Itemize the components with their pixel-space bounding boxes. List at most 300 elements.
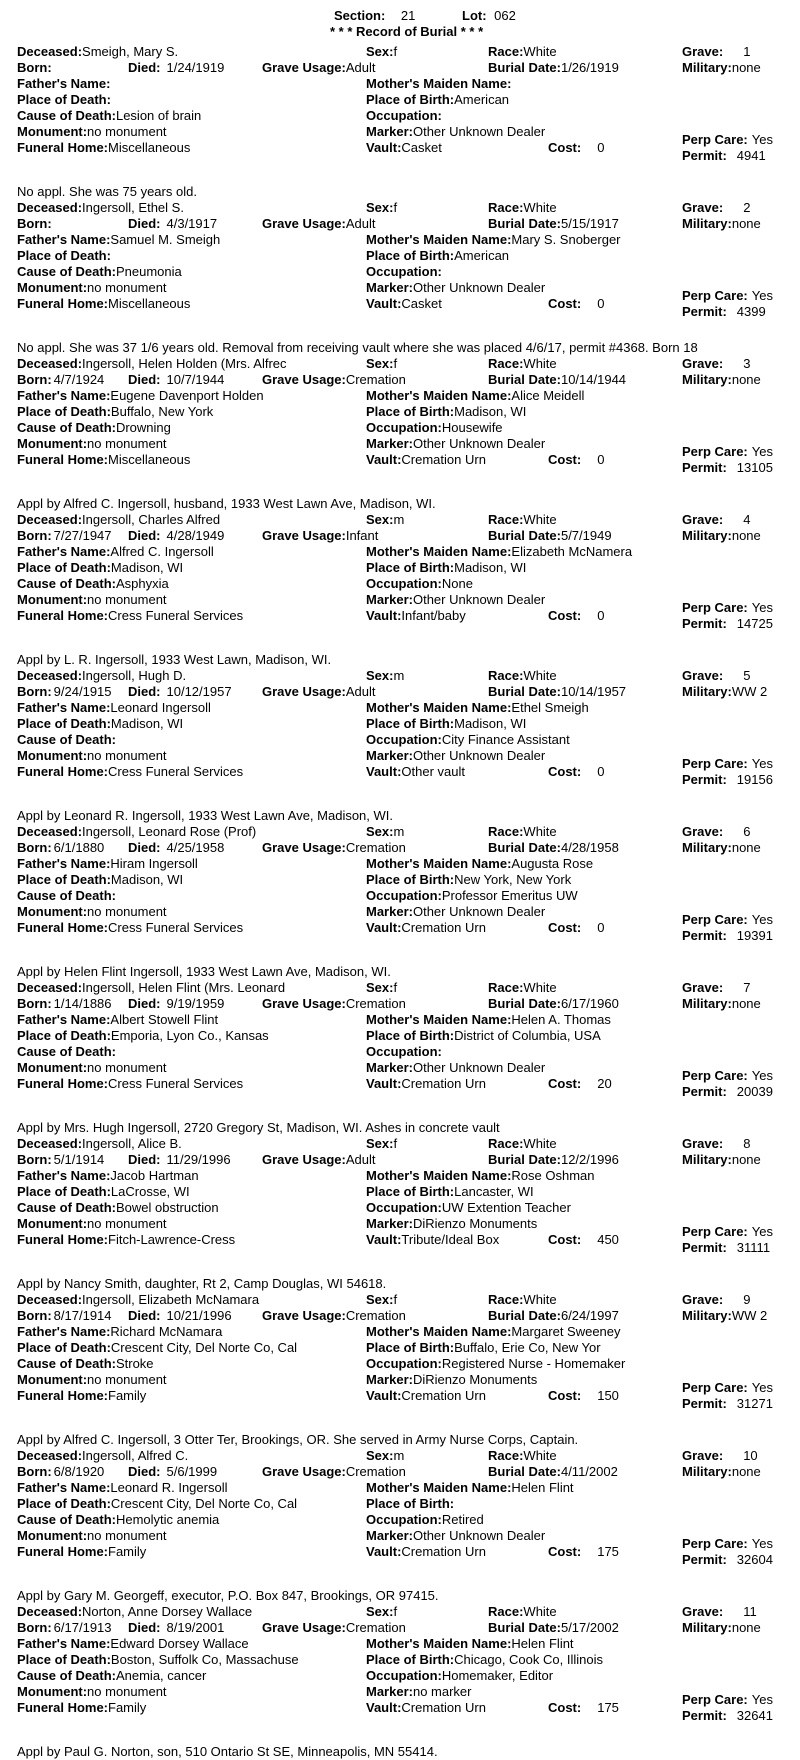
record-note: Appl by Leonard R. Ingersoll, 1933 West Lawn Ave, Madison, WI. [17,808,394,823]
label-race: Race: [488,1292,524,1307]
burial-record [0,1604,800,1758]
place-of-birth: District of Columbia, USA [454,1028,601,1043]
permit-number: 19156 [736,772,773,787]
military-value: none [731,840,761,855]
label-military: Military: [682,528,732,543]
died-field [128,60,258,76]
place-of-birth-field [366,872,681,888]
mother-maiden-name: Helen Flint [511,1636,574,1651]
label-father: Father's Name: [17,76,111,91]
cause-of-death: Pneumonia [115,264,182,279]
label-father: Father's Name: [17,1324,111,1339]
mother-maiden-field [366,1168,681,1184]
label-mother: Mother's Maiden Name: [366,856,512,871]
place-of-death: Crescent City, Del Norte Co, Cal [110,1340,298,1355]
military-field [682,1620,800,1636]
occupation-field [366,732,681,748]
record-note: Appl by Paul G. Norton, son, 510 Ontario St SE, Minneapolis, MN 55414. [17,1744,438,1759]
label-place-of-birth: Place of Birth: [366,404,455,419]
sex-value: f [393,1136,398,1151]
label-died: Died: [128,372,161,387]
father-field [17,76,362,92]
label-grave: Grave: [682,980,724,995]
born-field [17,1152,127,1168]
label-permit: Permit: [682,1240,727,1255]
label-permit: Permit: [682,1552,727,1567]
burial-record [0,44,800,198]
label-perp-care: Perp Care: [682,1536,748,1551]
father-field [17,232,362,248]
label-cause-of-death: Cause of Death: [17,732,116,747]
label-sex: Sex: [366,824,394,839]
label-military: Military: [682,1152,732,1167]
label-cause-of-death: Cause of Death: [17,888,116,903]
place-of-death-field [17,1340,362,1356]
label-died: Died: [128,996,161,1011]
label-military: Military: [682,1620,732,1635]
label-grave-usage: Grave Usage: [262,996,346,1011]
monument-value: no monument [87,1060,167,1075]
grave-usage-field [262,528,379,544]
label-monument: Monument: [17,1528,88,1543]
label-perp-care: Perp Care: [682,132,748,147]
label-cost: Cost: [548,1388,582,1403]
cause-of-death-field [17,732,362,748]
label-died: Died: [128,1464,161,1479]
label-burial-date: Burial Date: [488,528,561,543]
father-field [17,388,362,404]
label-vault: Vault: [366,1076,402,1091]
born-date: 4/7/1924 [53,372,105,387]
label-cause-of-death: Cause of Death: [17,108,116,123]
perp-care-value: Yes [751,288,773,303]
mother-maiden-field [366,700,681,716]
monument-value: no monument [87,436,167,451]
cost-field [548,920,678,936]
marker-field [366,904,681,920]
cost-field [548,608,678,624]
label-place-of-birth: Place of Birth: [366,1652,455,1667]
cost-value: 0 [597,452,605,467]
vault-value: Cremation Urn [401,920,486,935]
sex-value: m [393,512,405,527]
label-place-of-death: Place of Death: [17,248,111,263]
deceased-name: Norton, Anne Dorsey Wallace [82,1604,253,1619]
label-died: Died: [128,1308,161,1323]
label-cost: Cost: [548,140,582,155]
cost-field [548,296,678,312]
perp-care-field [682,1224,800,1240]
funeral-home: Family [108,1544,147,1559]
marker-field [366,124,681,140]
place-of-birth-field [366,1652,681,1668]
grave-number: 5 [743,668,751,683]
label-monument: Monument: [17,436,88,451]
military-field [682,528,800,544]
perp-care-field [682,1692,800,1708]
military-value: none [731,216,761,231]
label-cause-of-death: Cause of Death: [17,1356,116,1371]
vault-field [366,1388,546,1404]
label-father: Father's Name: [17,1480,111,1495]
label-vault: Vault: [366,1232,402,1247]
grave-usage: Cremation [345,840,406,855]
place-of-birth-field [366,560,681,576]
burial-date: 5/7/1949 [560,528,612,543]
mother-maiden-field [366,232,681,248]
label-marker: Marker: [366,280,413,295]
label-vault: Vault: [366,1388,402,1403]
label-cause-of-death: Cause of Death: [17,1668,116,1683]
vault-field [366,452,546,468]
sex-field [366,356,486,372]
funeral-home-field [17,764,362,780]
funeral-home-field [17,920,362,936]
funeral-home-field [17,296,362,312]
occupation-value: Retired [441,1512,484,1527]
cost-value: 0 [597,296,605,311]
vault-field [366,1076,546,1092]
mother-maiden-name: Ethel Smeigh [511,700,589,715]
label-cause-of-death: Cause of Death: [17,1200,116,1215]
place-of-death: LaCrosse, WI [110,1184,190,1199]
burial-field [488,528,678,544]
military-field [682,216,800,232]
monument-value: no monument [87,592,167,607]
race-value: White [523,200,557,215]
place-of-birth-field [366,92,681,108]
label-father: Father's Name: [17,1636,111,1651]
sex-value: m [393,1448,405,1463]
monument-value: no monument [87,904,167,919]
marker-field [366,592,681,608]
sex-value: f [393,44,398,59]
race-field [488,1604,678,1620]
burial-date: 5/15/1917 [560,216,619,231]
label-perp-care: Perp Care: [682,444,748,459]
monument-value: no monument [87,124,167,139]
label-father: Father's Name: [17,388,111,403]
label-race: Race: [488,980,524,995]
label-died: Died: [128,840,161,855]
grave-field [682,200,800,216]
father-name: Eugene Davenport Holden [110,388,264,403]
label-occupation: Occupation: [366,1200,442,1215]
sex-field [366,200,486,216]
label-father: Father's Name: [17,232,111,247]
race-field [488,980,678,996]
label-grave: Grave: [682,356,724,371]
burial-record [0,980,800,1134]
grave-usage-field [262,840,406,856]
label-military: Military: [682,372,732,387]
father-field [17,1012,362,1028]
died-date: 4/3/1917 [166,216,218,231]
cause-of-death-field [17,1356,362,1372]
mother-maiden-field [366,1636,681,1652]
grave-field [682,1292,800,1308]
perp-care-field [682,1536,800,1552]
military-field [682,840,800,856]
label-permit: Permit: [682,1708,727,1723]
label-died: Died: [128,60,161,75]
label-born: Born: [17,1152,52,1167]
race-field [488,1292,678,1308]
burial-record [0,1292,800,1446]
grave-usage: Cremation [345,1464,406,1479]
place-of-death-field [17,560,362,576]
permit-field [682,1708,800,1724]
label-burial-date: Burial Date: [488,1464,561,1479]
grave-usage-field [262,1620,406,1636]
deceased-name: Ingersoll, Hugh D. [82,668,187,683]
monument-field [17,904,362,920]
label-place-of-death: Place of Death: [17,1028,111,1043]
died-field [128,216,258,232]
occupation-field [366,576,681,592]
grave-usage-field [262,216,376,232]
born-field [17,996,127,1012]
military-value: WW 2 [731,684,768,699]
military-field [682,1308,800,1324]
burial-field [488,372,678,388]
label-race: Race: [488,356,524,371]
monument-field [17,1684,362,1700]
label-marker: Marker: [366,1216,413,1231]
funeral-home: Cress Funeral Services [108,920,244,935]
label-place-of-death: Place of Death: [17,716,111,731]
label-deceased: Deceased: [17,1136,83,1151]
born-field [17,528,127,544]
burial-date: 6/24/1997 [560,1308,619,1323]
place-of-birth: American [454,92,510,107]
label-deceased: Deceased: [17,1604,83,1619]
record-note: Appl by Alfred C. Ingersoll, husband, 1933 West Lawn Ave, Madison, WI. [17,496,436,511]
label-sex: Sex: [366,200,394,215]
label-mother: Mother's Maiden Name: [366,1480,512,1495]
label-permit: Permit: [682,1396,727,1411]
sex-value: f [393,1292,398,1307]
label-marker: Marker: [366,1684,413,1699]
label-monument: Monument: [17,1216,88,1231]
label-funeral-home: Funeral Home: [17,608,109,623]
permit-number: 31111 [736,1240,771,1255]
label-perp-care: Perp Care: [682,1224,748,1239]
permit-field [682,1552,800,1568]
marker-field [366,280,681,296]
cause-of-death-field [17,264,362,280]
label-place-of-death: Place of Death: [17,1652,111,1667]
grave-usage-field [262,1308,406,1324]
occupation-field [366,1200,681,1216]
place-of-death: Madison, WI [110,872,184,887]
race-field [488,200,678,216]
cost-value: 20 [597,1076,612,1091]
page-title: * * * Record of Burial * * * [330,24,484,39]
vault-value: Cremation Urn [401,1544,486,1559]
marker-value: Other Unknown Dealer [412,748,546,763]
label-marker: Marker: [366,1372,413,1387]
grave-usage-field [262,60,376,76]
cost-value: 175 [597,1700,619,1715]
burial-field [488,1308,678,1324]
military-field [682,1152,800,1168]
record-note: Appl by Nancy Smith, daughter, Rt 2, Camp Douglas, WI 54618. [17,1276,387,1291]
occupation-value: Homemaker, Editor [441,1668,554,1683]
record-note: No appl. She was 37 1/6 years old. Removal from receiving vault where she was placed 4/6/17, permit #4368. Born 18 [17,340,698,355]
cause-of-death-field [17,576,362,592]
deceased-name: Ingersoll, Helen Holden (Mrs. Alfrec [82,356,287,371]
vault-field [366,140,546,156]
race-value: White [523,980,557,995]
section-value: 21 [400,8,416,23]
label-funeral-home: Funeral Home: [17,1388,109,1403]
label-grave: Grave: [682,1292,724,1307]
occupation-value: UW Extention Teacher [441,1200,571,1215]
deceased-field [17,980,355,996]
burial-field [488,1620,678,1636]
cost-value: 150 [597,1388,619,1403]
perp-care-value: Yes [751,1224,773,1239]
military-value: WW 2 [731,1308,768,1323]
born-field [17,684,127,700]
born-date: 6/17/1913 [53,1620,112,1635]
label-monument: Monument: [17,904,88,919]
funeral-home: Miscellaneous [108,140,191,155]
label-grave-usage: Grave Usage: [262,1308,346,1323]
label-grave: Grave: [682,200,724,215]
burial-record [0,512,800,666]
mother-maiden-name: Mary S. Snoberger [511,232,621,247]
place-of-birth-field [366,248,681,264]
label-mother: Mother's Maiden Name: [366,1168,512,1183]
funeral-home-field [17,608,362,624]
sex-field [366,1604,486,1620]
born-date: 1/14/1886 [53,996,112,1011]
grave-number: 2 [743,200,751,215]
cause-of-death: Asphyxia [115,576,169,591]
label-mother: Mother's Maiden Name: [366,388,512,403]
burial-date: 4/11/2002 [560,1464,618,1479]
record-note: Appl by Alfred C. Ingersoll, 3 Otter Ter, Brookings, OR. She served in Army Nurse Corps, Captain. [17,1432,579,1447]
mother-maiden-name: Margaret Sweeney [511,1324,621,1339]
permit-number: 14725 [736,616,773,631]
marker-value: DiRienzo Monuments [412,1372,538,1387]
cause-of-death-field [17,1668,362,1684]
label-monument: Monument: [17,1684,88,1699]
perp-care-value: Yes [751,132,773,147]
mother-maiden-field [366,1480,681,1496]
burial-date: 6/17/1960 [560,996,619,1011]
label-monument: Monument: [17,124,88,139]
race-field [488,44,678,60]
label-occupation: Occupation: [366,420,442,435]
perp-care-field [682,1068,800,1084]
grave-usage: Cremation [345,1620,406,1635]
vault-field [366,1232,546,1248]
cost-field [548,452,678,468]
label-died: Died: [128,684,161,699]
perp-care-value: Yes [751,1068,773,1083]
father-name: Leonard R. Ingersoll [110,1480,228,1495]
label-funeral-home: Funeral Home: [17,1076,109,1091]
cost-value: 450 [597,1232,619,1247]
label-occupation: Occupation: [366,1044,442,1059]
father-name: Hiram Ingersoll [110,856,198,871]
vault-value: Tribute/Ideal Box [401,1232,500,1247]
place-of-birth-field [366,1184,681,1200]
cause-of-death: Drowning [115,420,171,435]
label-cost: Cost: [548,1232,582,1247]
vault-value: Casket [401,296,442,311]
label-occupation: Occupation: [366,1356,442,1371]
occupation-field [366,420,681,436]
label-place-of-death: Place of Death: [17,1496,111,1511]
marker-value: Other Unknown Dealer [412,1528,546,1543]
born-field [17,1308,127,1324]
grave-field [682,1448,800,1464]
died-date: 5/6/1999 [166,1464,218,1479]
permit-field [682,1084,800,1100]
label-funeral-home: Funeral Home: [17,452,109,467]
place-of-death: Buffalo, New York [110,404,214,419]
label-permit: Permit: [682,616,727,631]
place-of-death-field [17,404,362,420]
label-permit: Permit: [682,460,727,475]
sex-field [366,1136,486,1152]
burial-record [0,200,800,354]
cost-value: 0 [597,920,605,935]
cost-field [548,1700,678,1716]
deceased-name: Ingersoll, Alice B. [82,1136,182,1151]
cause-of-death: Hemolytic anemia [115,1512,220,1527]
place-of-birth: New York, New York [454,872,572,887]
label-father: Father's Name: [17,856,111,871]
marker-value: Other Unknown Dealer [412,436,546,451]
race-value: White [523,512,557,527]
cost-field [548,1544,678,1560]
deceased-field [17,356,355,372]
perp-care-field [682,288,800,304]
sex-field [366,44,486,60]
label-cost: Cost: [548,764,582,779]
cause-of-death-field [17,888,362,904]
burial-record [0,1448,800,1602]
label-permit: Permit: [682,148,727,163]
mother-maiden-name: Augusta Rose [511,856,594,871]
label-vault: Vault: [366,1700,402,1715]
died-date: 8/19/2001 [166,1620,225,1635]
occupation-value: City Finance Assistant [441,732,570,747]
deceased-field [17,1136,355,1152]
mother-maiden-name: Rose Oshman [511,1168,595,1183]
funeral-home: Cress Funeral Services [108,1076,244,1091]
cause-of-death-field [17,420,362,436]
label-marker: Marker: [366,1528,413,1543]
label-race: Race: [488,512,524,527]
label-place-of-death: Place of Death: [17,404,111,419]
label-deceased: Deceased: [17,200,83,215]
military-field [682,372,800,388]
label-place-of-birth: Place of Birth: [366,872,455,887]
label-military: Military: [682,996,732,1011]
cause-of-death-field [17,1044,362,1060]
deceased-field [17,1604,355,1620]
label-perp-care: Perp Care: [682,912,748,927]
died-field [128,1620,258,1636]
monument-field [17,436,362,452]
grave-usage: Adult [345,684,376,699]
